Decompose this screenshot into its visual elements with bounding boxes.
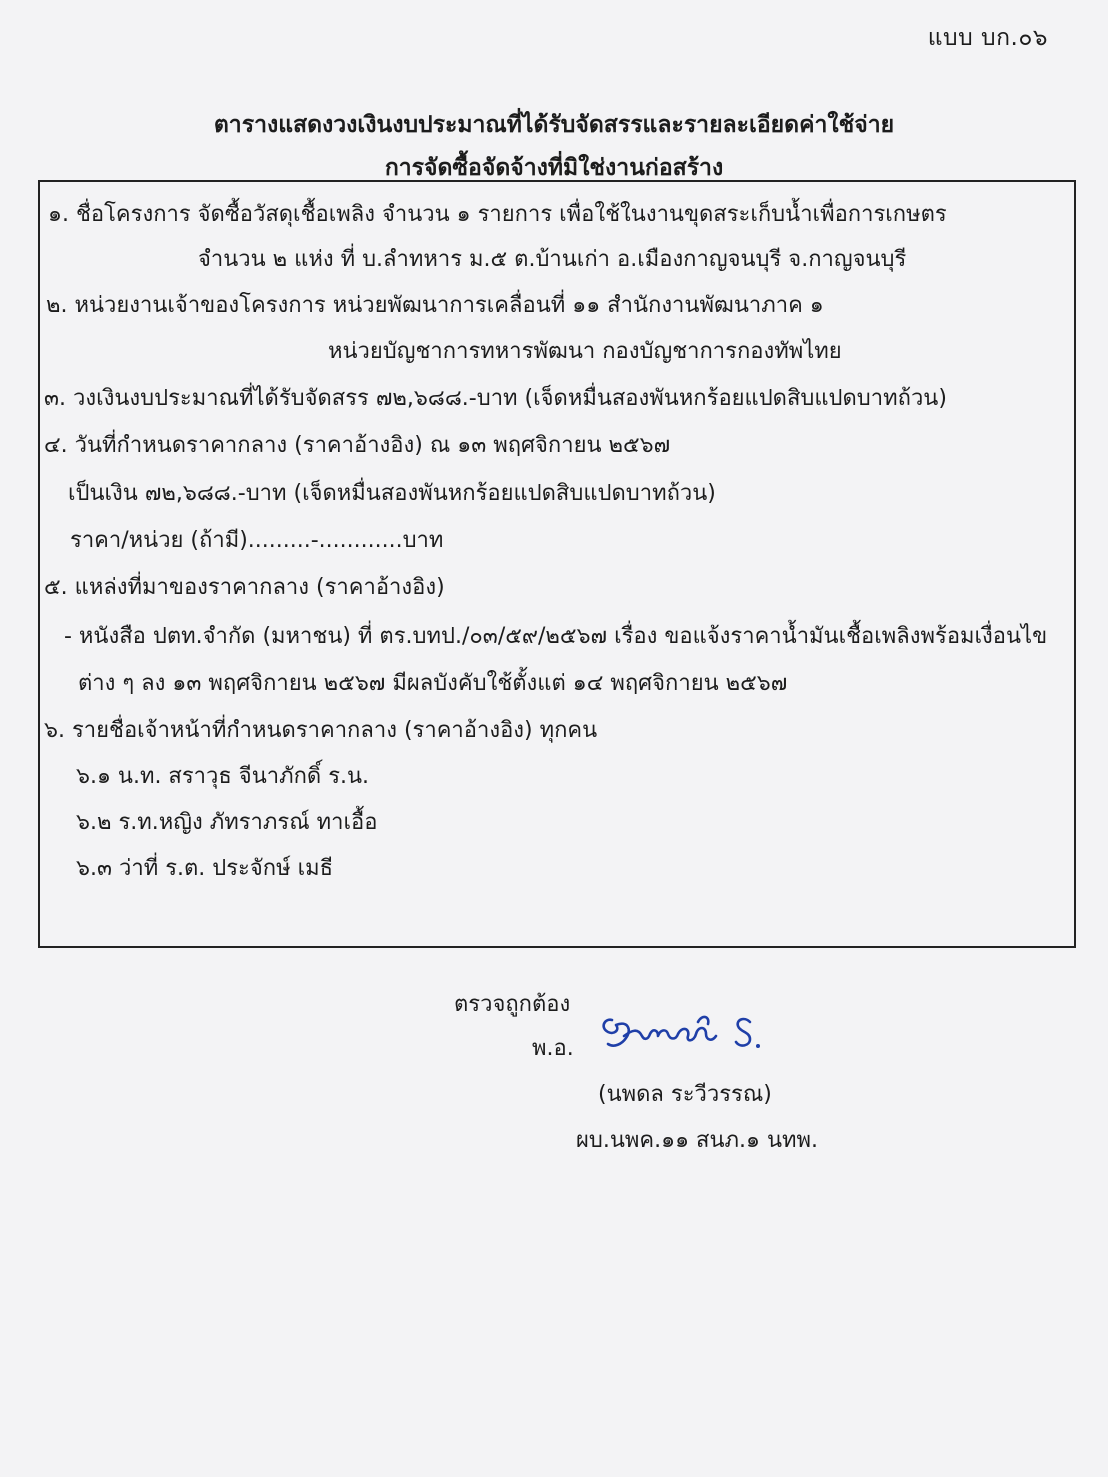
owner-unit-line-1: ๒. หน่วยงานเจ้าของโครงการ หน่วยพัฒนาการเคลื่อนที่ ๑๑ สำนักงานพัฒนาภาค ๑ [46,293,824,318]
price-source-line-2: ต่าง ๆ ลง ๑๓ พฤศจิกายน ๒๕๖๗ มีผลบังคับใช้ตั้งแต่ ๑๔ พฤศจิกายน ๒๕๖๗ [78,671,788,696]
document-title-line-1: ตารางแสดงวงเงินงบประมาณที่ได้รับจัดสรรและรายละเอียดค่าใช้จ่าย [213,112,895,138]
official-3: ๖.๓ ว่าที่ ร.ต. ประจักษ์ เมธี [76,856,334,881]
project-name-line-1: ๑. ชื่อโครงการ จัดซื้อวัสดุเชื้อเพลิง จำนวน ๑ รายการ เพื่อใช้ในงานขุดสระเก็บน้ำเพื่อการเกษตร [48,202,947,227]
price-source-line-1: - หนังสือ ปตท.จำกัด (มหาชน) ที่ ตร.บทป./๐๓/๕๙/๒๕๖๗ เรื่อง ขอแจ้งราคาน้ำมันเชื้อเพลิงพร้อมเงื่อนไข [64,624,1048,649]
form-code: แบบ บก.๐๖ [927,25,1048,51]
signer-rank: พ.อ. [532,1036,574,1061]
median-price-date-line: ๔. วันที่กำหนดราคากลาง (ราคาอ้างอิง) ณ ๑๓ พฤศจิกายน ๒๕๖๗ [44,433,671,458]
unit-price-line: ราคา/หน่วย (ถ้ามี).........-............บาท [70,528,444,553]
signer-position: ผบ.นพค.๑๑ สนภ.๑ นทพ. [576,1128,818,1153]
officials-heading: ๖. รายชื่อเจ้าหน้าที่กำหนดราคากลาง (ราคาอ้างอิง) ทุกคน [44,718,598,743]
median-price-amount-line: เป็นเงิน ๗๒,๖๘๘.-บาท (เจ็ดหมื่นสองพันหกร้อยแปดสิบแปดบาทถ้วน) [68,481,716,506]
signer-name: (นพดล ระวีวรรณ) [598,1082,772,1107]
handwritten-signature [598,1006,768,1064]
owner-unit-line-2: หน่วยบัญชาการทหารพัฒนา กองบัญชาการกองทัพไทย [328,339,842,364]
verified-label: ตรวจถูกต้อง [454,992,571,1017]
document-title-line-2: การจัดซื้อจัดจ้างที่มิใช่งานก่อสร้าง [384,155,724,181]
project-name-line-2: จำนวน ๒ แห่ง ที่ บ.ลำทหาร ม.๕ ต.บ้านเก่า อ.เมืองกาญจนบุรี จ.กาญจนบุรี [198,247,907,272]
price-source-heading: ๕. แหล่งที่มาของราคากลาง (ราคาอ้างอิง) [44,575,445,600]
official-2: ๖.๒ ร.ท.หญิง ภัทราภรณ์ ทาเอื้อ [76,810,378,835]
budget-line: ๓. วงเงินงบประมาณที่ได้รับจัดสรร ๗๒,๖๘๘.-บาท (เจ็ดหมื่นสองพันหกร้อยแปดสิบแปดบาทถ้วน) [44,386,947,411]
official-1: ๖.๑ น.ท. สราวุธ จีนาภักดิ์ ร.น. [76,764,370,789]
